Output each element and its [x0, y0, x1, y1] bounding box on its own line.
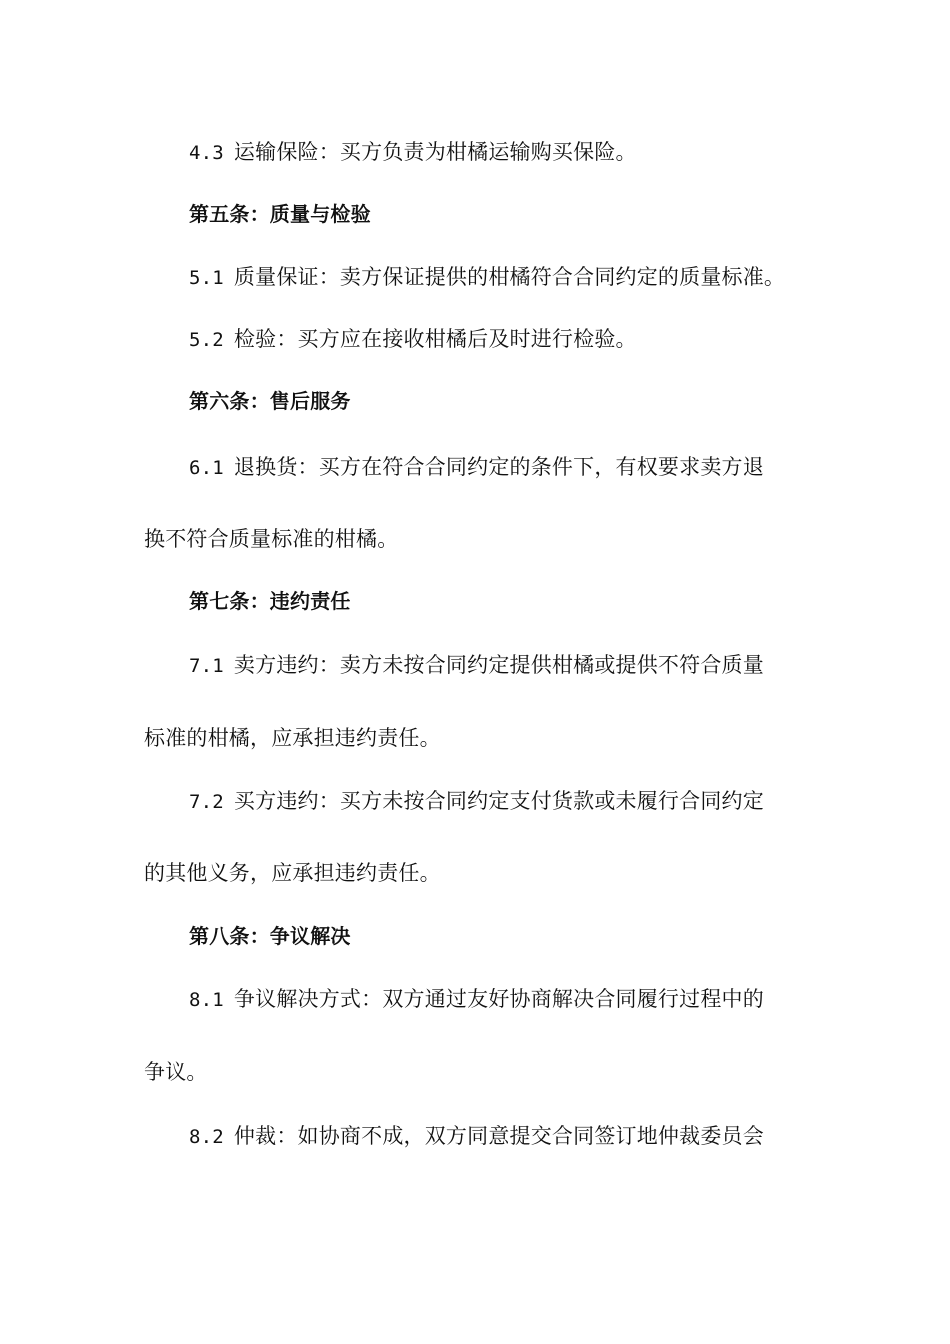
clause-7-1-continuation: 标准的柑橘，应承担违约责任。 [144, 726, 441, 750]
clause-8-1 [189, 985, 814, 1014]
article-7-heading: 第七条：违约责任 [189, 589, 351, 613]
clause-text: 质量保证：卖方保证提供的柑橘符合合同约定的质量标准。 [233, 265, 786, 289]
clause-text: 检验：买方应在接收柑橘后及时进行检验。 [233, 327, 637, 351]
clause-7-2-continuation: 的其他义务，应承担违约责任。 [144, 861, 441, 885]
clause-8-1-continuation: 争议。 [144, 1060, 208, 1084]
clause-8-2 [189, 1122, 814, 1151]
clause-text: 退换货：买方在符合合同约定的条件下，有权要求卖方退 [233, 455, 764, 479]
clause-5-1 [189, 263, 814, 292]
clause-text: 争议解决方式：双方通过友好协商解决合同履行过程中的 [233, 987, 764, 1011]
clause-4-3 [189, 138, 814, 167]
article-5-heading: 第五条：质量与检验 [189, 202, 371, 226]
clause-number: 5.2 [189, 329, 224, 351]
clause-number: 7.1 [189, 655, 224, 677]
article-8-heading: 第八条：争议解决 [189, 924, 351, 948]
clause-text: 买方违约：买方未按合同约定支付货款或未履行合同约定 [233, 789, 764, 813]
clause-number: 8.2 [189, 1126, 224, 1148]
clause-text: 运输保险：买方负责为柑橘运输购买保险。 [233, 140, 637, 164]
clause-5-2 [189, 325, 814, 354]
clause-number: 8.1 [189, 989, 224, 1011]
clause-number: 5.1 [189, 267, 224, 289]
clause-number: 4.3 [189, 142, 224, 164]
clause-number: 7.2 [189, 791, 224, 813]
article-6-heading: 第六条：售后服务 [189, 389, 351, 413]
clause-6-1 [189, 453, 814, 482]
clause-text: 仲裁：如协商不成，双方同意提交合同签订地仲裁委员会 [233, 1124, 764, 1148]
clause-7-1 [189, 651, 814, 680]
clause-text: 卖方违约：卖方未按合同约定提供柑橘或提供不符合质量 [233, 653, 764, 677]
clause-number: 6.1 [189, 457, 224, 479]
clause-7-2 [189, 787, 814, 816]
clause-6-1-continuation: 换不符合质量标准的柑橘。 [144, 527, 399, 551]
